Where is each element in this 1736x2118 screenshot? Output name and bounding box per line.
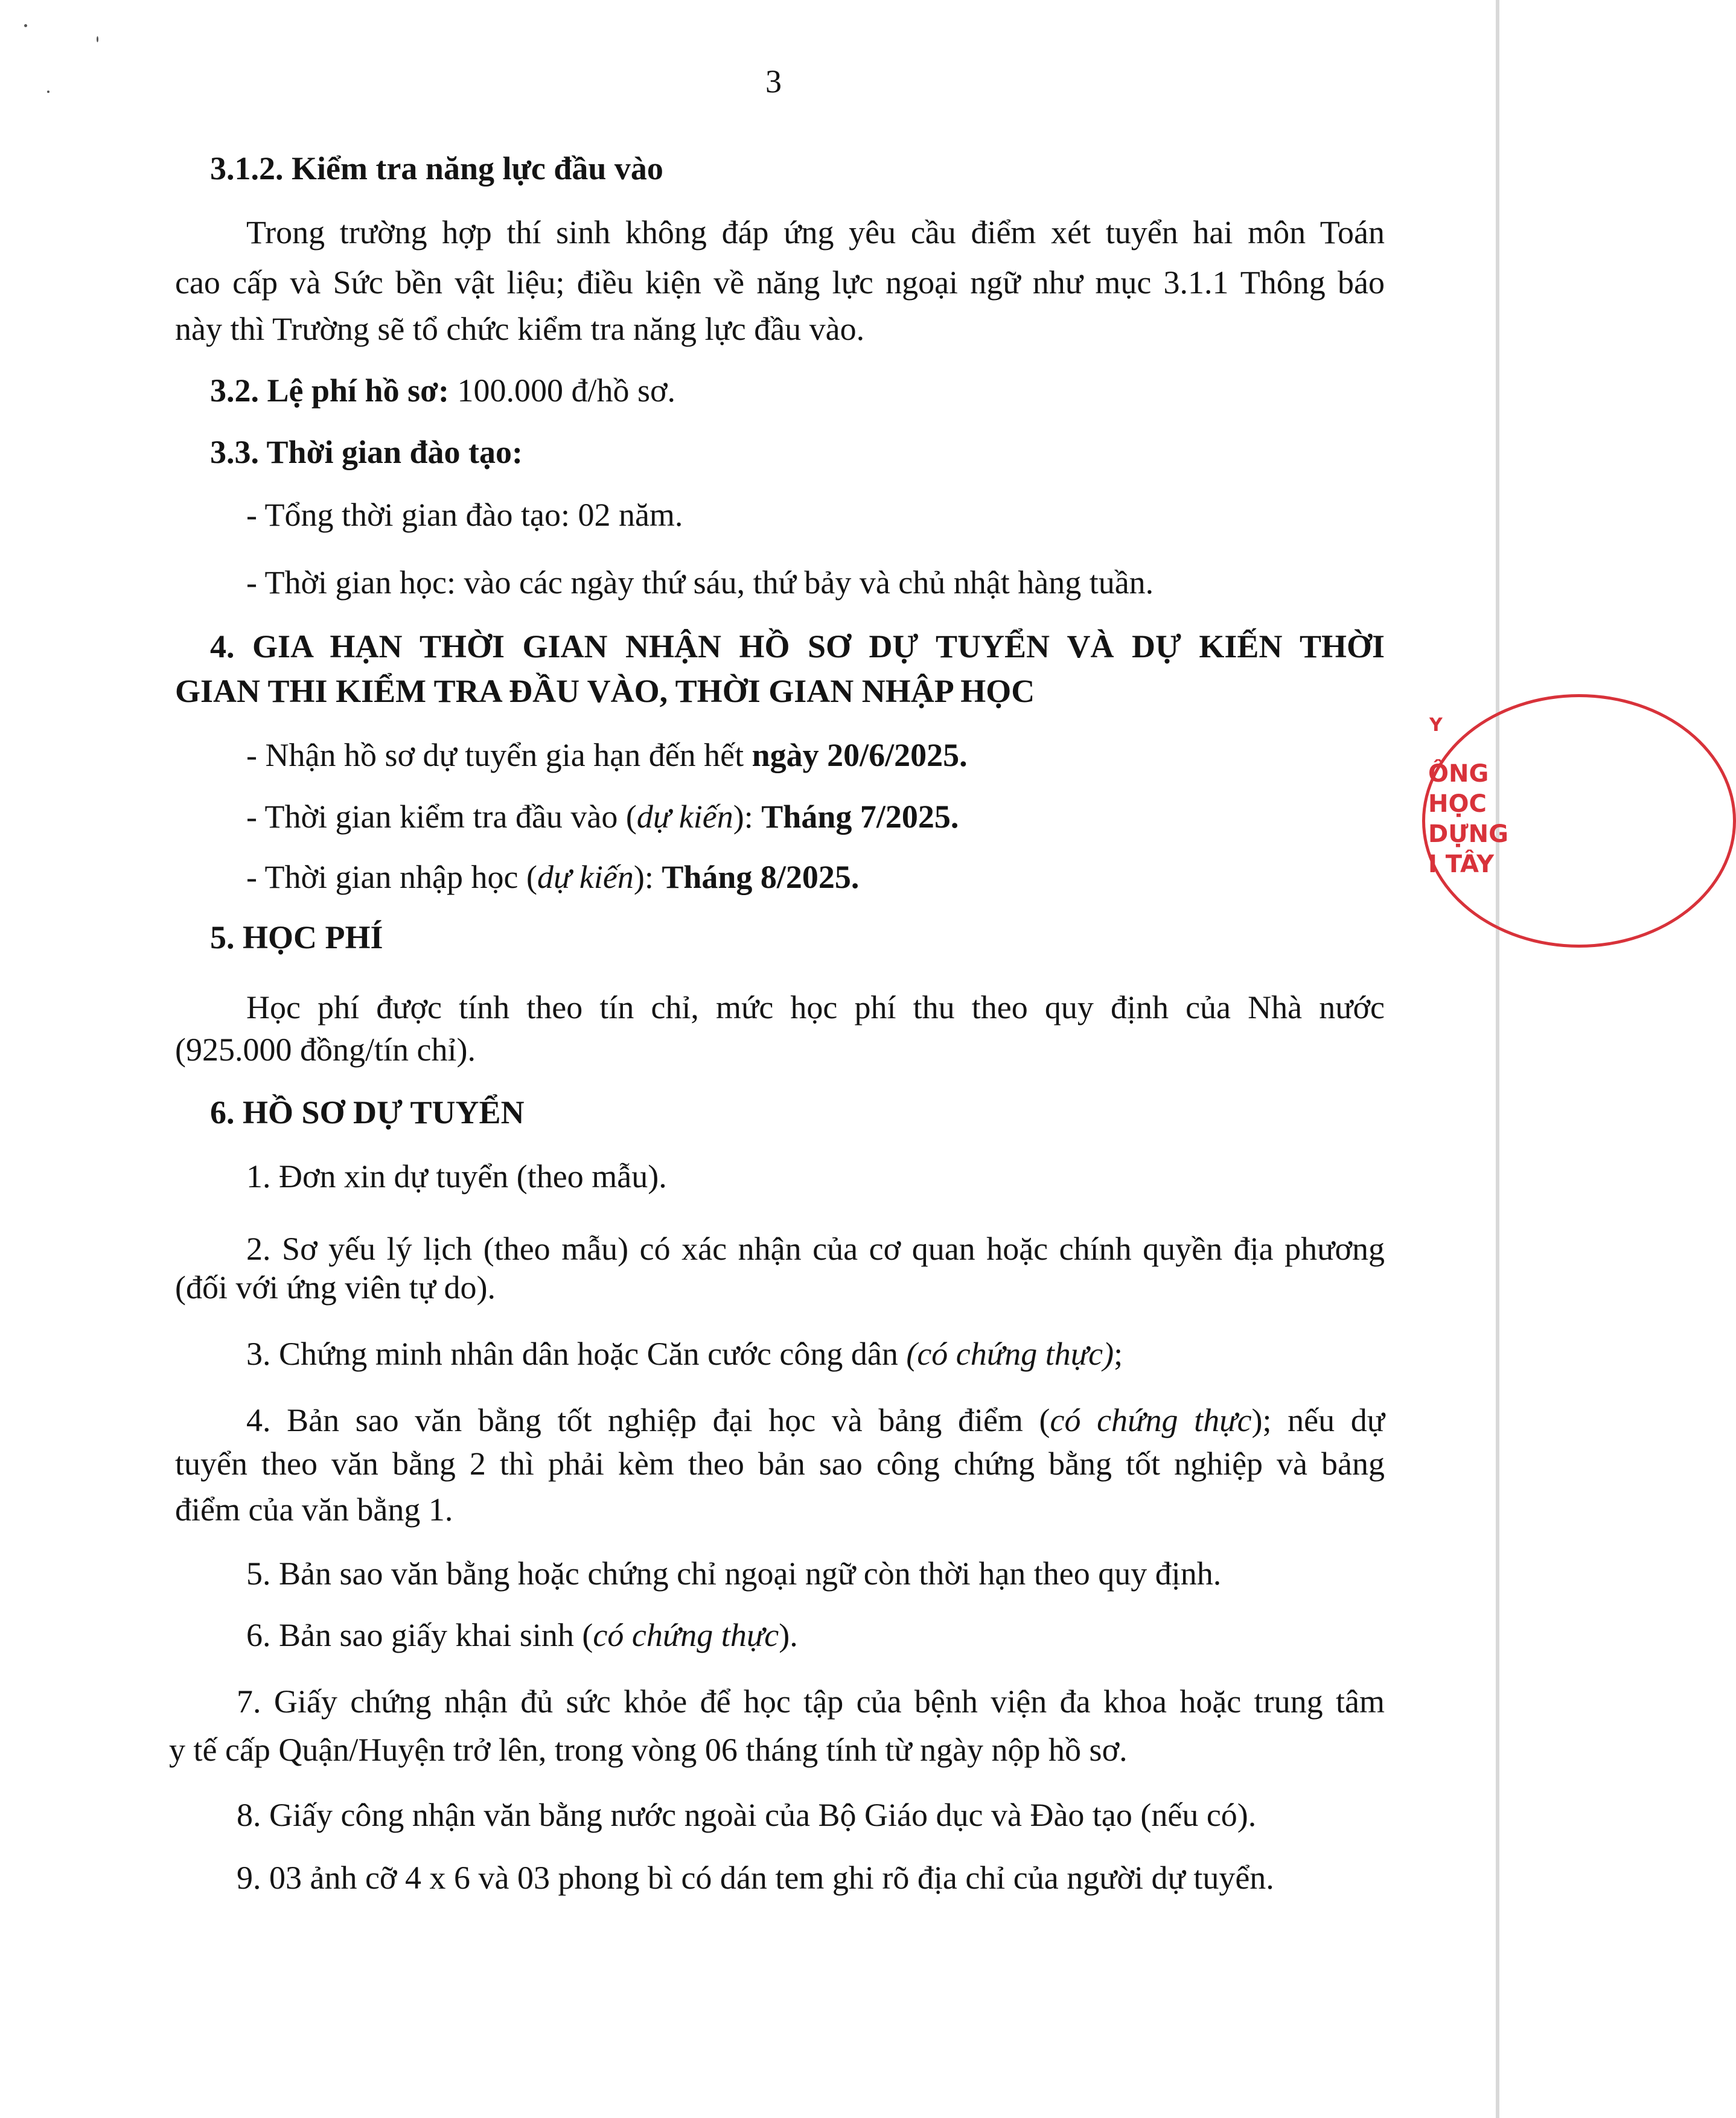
training-duration-item: - Tổng thời gian đào tạo: 02 năm.	[246, 497, 683, 533]
section-3-1-2-line-1: Trong trường hợp thí sinh không đáp ứng yêu cầu điểm xét tuyển hai môn Toán	[246, 214, 1385, 250]
enrollment-text: - Thời gian nhập học (	[246, 859, 537, 895]
document-item-3-text: 3. Chứng minh nhân dân hoặc Căn cước công dân	[246, 1336, 907, 1372]
document-item-3-note: (có chứng thực)	[906, 1336, 1114, 1372]
seal-text-line: ÔNG	[1428, 760, 1489, 788]
fee-label: 3.2. Lệ phí hồ sơ:	[210, 372, 449, 409]
deadline-item	[246, 735, 968, 775]
entrance-test-sep: ):	[733, 799, 762, 835]
scan-edge	[1496, 0, 1499, 2118]
section-4-title-line-2: GIAN THI KIỂM TRA ĐẦU VÀO, THỜI GIAN NHẬP HỌC	[175, 673, 1035, 709]
document-item-4-text: 4. Bản sao văn bằng tốt nghiệp đại học và bảng điểm (	[246, 1402, 1050, 1438]
section-3-1-2-line-3: này thì Trường sẽ tổ chức kiểm tra năng lực đầu vào.	[175, 311, 865, 347]
document-item-3-end: ;	[1114, 1336, 1123, 1372]
section-3-3-title: 3.3. Thời gian đào tạo:	[210, 434, 523, 470]
enrollment-date: Tháng 8/2025.	[662, 859, 860, 895]
seal-text-line: Y	[1429, 715, 1443, 736]
tuition-line-2: (925.000 đồng/tín chỉ).	[175, 1032, 476, 1068]
seal-text-line: DỰNG	[1428, 820, 1508, 848]
document-item-7-line-2: y tế cấp Quận/Huyện trở lên, trong vòng 06 tháng tính từ ngày nộp hồ sơ.	[169, 1732, 1128, 1768]
document-item-2-line-2: (đối với ứng viên tự do).	[175, 1269, 496, 1306]
entrance-test-text: - Thời gian kiểm tra đầu vào (	[246, 799, 637, 835]
scan-speck	[97, 36, 98, 42]
document-item-3	[246, 1334, 1123, 1374]
seal-text-line: I TÂY	[1428, 850, 1495, 878]
document-item-1: 1. Đơn xin dự tuyển (theo mẫu).	[246, 1158, 667, 1195]
seal-text-line: HỌC	[1428, 790, 1487, 818]
document-item-5: 5. Bản sao văn bằng hoặc chứng chỉ ngoại ngữ còn thời hạn theo quy định.	[246, 1555, 1222, 1592]
section-3-1-2-line-2: cao cấp và Sức bền vật liệu; điều kiện về năng lực ngoại ngữ như mục 3.1.1 Thông báo	[175, 264, 1385, 301]
scan-speck	[24, 24, 27, 27]
document-item-6-end: ).	[779, 1617, 798, 1653]
document-item-4-note: có chứng thực	[1050, 1402, 1252, 1438]
deadline-date: ngày 20/6/2025.	[752, 737, 968, 773]
enrollment-note: dự kiến	[537, 859, 634, 895]
red-seal-stamp	[1422, 694, 1508, 948]
section-4-title-line-1: 4. GIA HẠN THỜI GIAN NHẬN HỒ SƠ DỰ TUYỂN VÀ DỰ KIẾN THỜI	[210, 628, 1385, 665]
tuition-line-1: Học phí được tính theo tín chỉ, mức học phí thu theo quy định của Nhà nước	[246, 989, 1385, 1026]
entrance-test-item	[246, 797, 959, 837]
section-6-title: 6. HỒ SƠ DỰ TUYỂN	[210, 1094, 525, 1131]
section-3-1-2-title: 3.1.2. Kiểm tra năng lực đầu vào	[210, 150, 663, 187]
document-item-4-line-1	[246, 1400, 1385, 1440]
enrollment-sep: ):	[633, 859, 662, 895]
document-item-6-note: có chứng thực	[593, 1617, 779, 1653]
document-item-4-end: ); nếu dự	[1251, 1402, 1385, 1438]
section-5-title: 5. HỌC PHÍ	[210, 919, 383, 955]
document-item-9: 9. 03 ảnh cỡ 4 x 6 và 03 phong bì có dán tem ghi rõ địa chỉ của người dự tuyển.	[237, 1860, 1274, 1896]
fee-value: 100.000 đ/hồ sơ.	[448, 372, 676, 409]
scan-speck	[47, 91, 49, 93]
document-item-6	[246, 1615, 798, 1655]
deadline-text: - Nhận hồ sơ dự tuyển gia hạn đến hết	[246, 737, 752, 773]
document-item-2-line-1: 2. Sơ yếu lý lịch (theo mẫu) có xác nhận của cơ quan hoặc chính quyền địa phương	[246, 1231, 1385, 1267]
document-item-4-line-3: điểm của văn bằng 1.	[175, 1491, 453, 1528]
entrance-test-note: dự kiến	[636, 799, 733, 835]
document-item-7-line-1: 7. Giấy chứng nhận đủ sức khỏe để học tập của bệnh viện đa khoa hoặc trung tâm	[237, 1683, 1385, 1720]
document-item-8: 8. Giấy công nhận văn bằng nước ngoài của Bộ Giáo dục và Đào tạo (nếu có).	[237, 1797, 1257, 1833]
document-item-4-line-2: tuyển theo văn bằng 2 thì phải kèm theo bản sao công chứng bằng tốt nghiệp và bảng	[175, 1446, 1385, 1482]
section-3-2	[210, 371, 675, 410]
enrollment-item	[246, 857, 859, 897]
entrance-test-date: Tháng 7/2025.	[761, 799, 959, 835]
page-number: 3	[765, 63, 782, 100]
study-schedule-item: - Thời gian học: vào các ngày thứ sáu, thứ bảy và chủ nhật hàng tuần.	[246, 564, 1154, 601]
document-item-6-text: 6. Bản sao giấy khai sinh (	[246, 1617, 593, 1653]
